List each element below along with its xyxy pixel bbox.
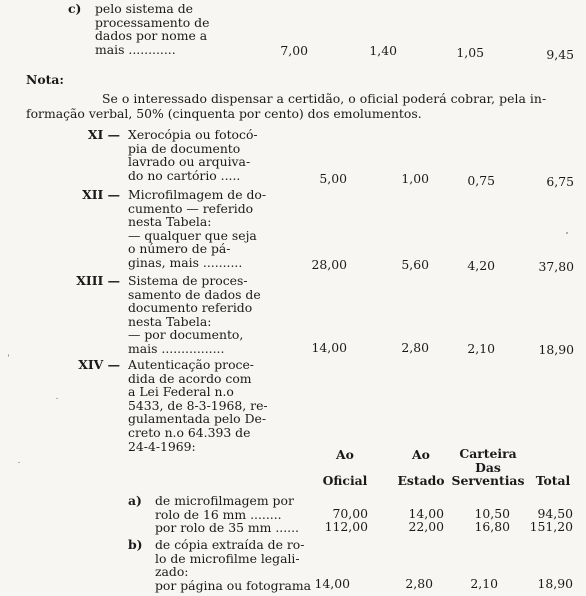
item-xii-line: cumento — referido [128,200,254,216]
header-ao-estado-line: Ao [412,447,430,462]
sub-b-line: de cópia extraída de ro- [155,537,305,552]
item-xiv-description [128,358,268,453]
item-xiii-line: samento de dados de [128,286,261,302]
item-xiv-line: 5433, de 8-3-1968, re- [128,397,268,413]
item-xi-line: lavrado ou arquiva- [128,154,251,170]
header-carteira-das-serventias [448,447,528,488]
item-c-line: dados por nome a [95,28,208,44]
header-ao-estado-line: Estado [397,472,445,488]
item-xiii-oficial: 14,00 [311,340,347,355]
item-xi-line: do no cartório ..... [128,167,241,183]
sub-a-16mm-total: 94,50 [537,506,573,521]
item-xi-line: Xerocópia ou fotocó- [128,127,258,142]
item-xiv-number: XIV — [78,357,120,372]
sub-a-label: a) [128,493,142,508]
sub-b-description [155,538,311,592]
item-c-line: processamento de [95,14,210,30]
scan-speck [56,398,58,399]
nota-title: Nota: [26,72,64,87]
item-xii-estado: 5,60 [401,257,429,272]
sub-b-total: 18,90 [537,576,573,591]
item-xii-line: Microfilmagem de do- [128,187,267,202]
sub-a-line: de microfilmagem por [155,493,294,508]
item-xiii-total: 18,90 [538,342,574,357]
header-carteira-line: Serventias [451,473,525,489]
item-xii-line: nesta Tabela: [128,214,212,230]
header-carteira-line: Das [475,459,501,475]
item-xi-line: pia de documento [128,140,241,156]
sub-a-35mm-total: 151,20 [529,519,573,534]
item-c-total: 9,45 [546,47,574,62]
sub-b-carteira: 2,10 [470,576,498,591]
nota-line-2: formação verbal, 50% (cinquenta por cento) dos emolumentos. [26,106,422,121]
item-c-description [95,2,209,56]
item-xi-estado: 1,00 [401,171,429,186]
sub-a-description [155,494,299,535]
sub-a-16mm-estado: 14,00 [408,506,444,521]
sub-b-line: por página ou fotograma [155,577,312,593]
item-xiii-estado: 2,80 [401,340,429,355]
sub-a-line: rolo de 16 mm ........ [155,506,282,522]
item-xiii-line: Sistema de proces- [128,273,248,288]
item-xiii-line: nesta Tabela: [128,313,212,329]
item-xii-oficial: 28,00 [311,257,347,272]
item-c-line: pelo sistema de [95,1,193,16]
item-xii-line: — qualquer que seja [128,227,257,243]
item-xi-carteira: 0,75 [467,173,495,188]
item-xiv-line: gulamentada pelo De- [128,411,267,427]
scan-speck [566,232,568,234]
header-total: Total [535,473,571,488]
item-xi-oficial: 5,00 [319,171,347,186]
sub-b-label: b) [128,537,143,552]
item-xiii-carteira: 2,10 [467,341,495,356]
sub-a-16mm-oficial: 70,00 [332,506,368,521]
sub-b-estado: 2,80 [405,576,433,591]
item-xiv-line: dida de acordo com [128,370,252,386]
sub-a-35mm-oficial: 112,00 [324,519,368,534]
item-c-oficial: 7,00 [280,43,308,58]
scan-speck [18,462,20,463]
header-ao-oficial-line: Ao [336,447,354,462]
item-c-carteira: 1,05 [456,45,484,60]
item-c-line: mais ............ [95,41,176,57]
sub-a-35mm-carteira: 16,80 [474,519,510,534]
sub-a-16mm-carteira: 10,50 [474,506,510,521]
item-xi-number: XI — [87,127,120,142]
item-xiii-line: documento referido [128,300,253,316]
item-xii-description [128,188,266,270]
item-xii-total: 37,80 [538,259,574,274]
scan-speck [8,354,9,357]
item-xiv-line: 24-4-1969: [128,438,196,454]
item-xiv-line: a Lei Federal n.o [128,384,234,400]
item-c-estado: 1,40 [369,43,397,58]
item-xii-line: o número de pá- [128,241,231,257]
item-xi-description [128,128,258,182]
sub-a-line: por rolo de 35 mm ...... [155,520,299,536]
item-xiv-line: creto n.o 64.393 de [128,424,251,440]
item-xiii-number: XIII — [76,273,120,288]
item-xii-carteira: 4,20 [467,258,495,273]
item-xiii-line: — por documento, [128,327,244,343]
sub-b-line: lo de microfilme legali- [155,550,300,566]
item-xii-line: ginas, mais .......... [128,254,243,270]
nota-line-1: Se o interessado dispensar a certidão, o oficial poderá cobrar, pela in- [102,91,547,106]
sub-a-35mm-estado: 22,00 [408,519,444,534]
header-ao-oficial-line: Oficial [322,472,368,488]
item-xiv-line: Autenticação proce- [128,357,254,372]
header-carteira-line: Carteira [459,446,517,461]
item-xiii-description [128,274,261,356]
item-xiii-line: mais ................ [128,340,225,356]
sub-b-line: zado: [155,564,189,580]
item-xi-total: 6,75 [546,174,574,189]
item-c-label: c) [68,1,82,16]
header-ao-oficial [320,448,370,487]
header-ao-estado [396,448,446,487]
sub-b-oficial: 14,00 [314,576,350,591]
item-xii-number: XII — [82,187,120,202]
